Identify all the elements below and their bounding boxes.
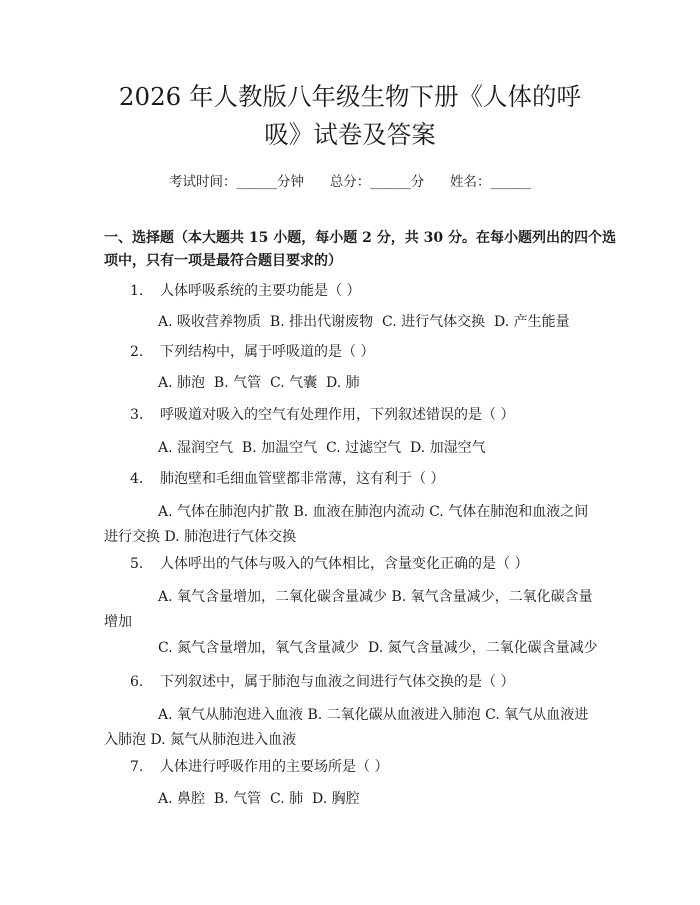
question-4-options: A. 气体在肺泡内扩散 B. 血液在肺泡内流动 C. 气体在肺泡和血液之间进行交换 D. 肺泡进行气体交换 [104, 504, 589, 545]
question-stem: 下列叙述中，属于肺泡与血液之间进行气体交换的是（ ） [160, 674, 515, 690]
question-number: 7. [130, 759, 144, 775]
question-5-options: A. 氧气含量增加，二氧化碳含量减少 B. 氧气含量减少，二氧化碳含量增加 [104, 589, 593, 630]
exam-title-line-1: 2026 年人教版八年级生物下册《人体的呼 [118, 82, 582, 111]
question-number: 4. [130, 471, 144, 487]
question-number: 2. [130, 344, 144, 360]
question-number: 1. [130, 283, 144, 299]
question-number: 5. [130, 556, 144, 572]
question-stem: 肺泡壁和毛细血管壁都非常薄，这有利于（ ） [160, 471, 445, 487]
question-5-options-2: C. 氮气含量增加，氧气含量减少 D. 氮气含量减少，二氧化碳含量减少 [158, 640, 598, 656]
question-stem: 下列结构中，属于呼吸道的是（ ） [160, 344, 375, 360]
question-stem: 呼吸道对吸入的空气有处理作用，下列叙述错误的是（ ） [160, 407, 515, 423]
question-stem: 人体呼出的气体与吸入的气体相比，含量变化正确的是（ ） [160, 556, 529, 572]
question-stem: 人体进行呼吸作用的主要场所是（ ） [160, 759, 389, 775]
question-number: 6. [130, 674, 144, 690]
exam-info-line: 考试时间：______分钟 总分：______分 姓名：______ [169, 174, 531, 190]
question-1-options: A. 吸收营养物质 B. 排出代谢废物 C. 进行气体交换 D. 产生能量 [158, 314, 570, 330]
question-number: 3. [130, 407, 144, 423]
question-6-options: A. 氧气从肺泡进入血液 B. 二氧化碳从血液进入肺泡 C. 氧气从血液进入肺泡 D. 氮气从肺泡进入血液 [104, 707, 589, 748]
section-heading: 一、选择题（本大题共 15 小题，每小题 2 分，共 30 分。在每小题列出的四个选项中，只有一项是最符合题目要求的） [104, 230, 616, 269]
question-3-options: A. 湿润空气 B. 加温空气 C. 过滤空气 D. 加湿空气 [158, 440, 486, 456]
question-2-options: A. 肺泡 B. 气管 C. 气囊 D. 肺 [158, 375, 360, 391]
question-stem: 人体呼吸系统的主要功能是（ ） [160, 283, 361, 299]
exam-title-line-2: 吸》试卷及答案 [264, 120, 436, 149]
exam-title [60, 78, 640, 154]
question-7-options: A. 鼻腔 B. 气管 C. 肺 D. 胸腔 [158, 791, 360, 807]
